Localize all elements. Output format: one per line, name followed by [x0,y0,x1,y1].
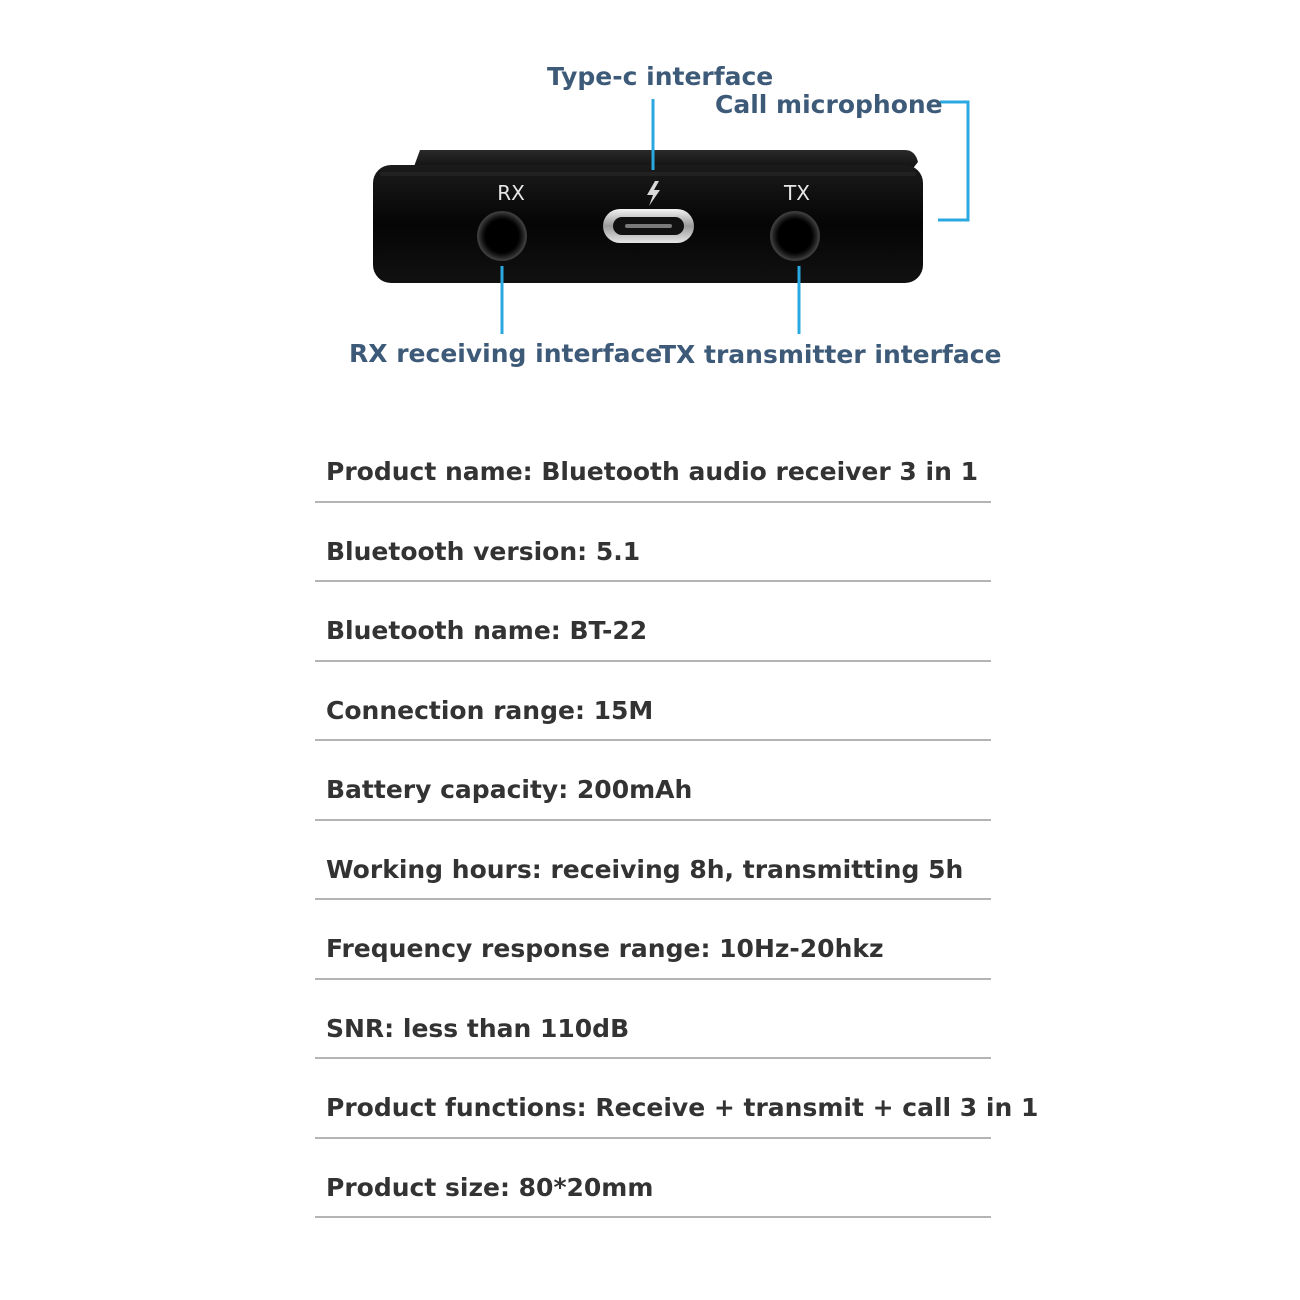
spec-row [315,423,991,503]
spec-frequency-response: Frequency response range: 10Hz-20hkz [326,934,884,963]
spec-row [315,821,991,901]
spec-product-size: Product size: 80*20mm [326,1172,654,1202]
type-c-callout: Type-c interface [547,62,774,91]
spec-row [315,980,991,1060]
rx-interface-callout: RX receiving interface [349,339,663,368]
spec-product-functions: Product functions: Receive + transmit + call 3 in 1 [326,1093,1039,1122]
spec-row [315,900,991,980]
spec-bluetooth-name: Bluetooth name: BT-22 [326,616,648,645]
tx-interface-callout: TX transmitter interface [659,340,1002,369]
spec-row [315,582,991,662]
call-microphone-callout: Call microphone [715,90,943,119]
spec-working-hours: Working hours: receiving 8h, transmitting 5h [326,854,964,884]
spec-row [315,1139,991,1219]
spec-connection-range: Connection range: 15M [326,695,654,725]
spec-snr: SNR: less than 110dB [326,1013,630,1043]
spec-product-name: Product name: Bluetooth audio receiver 3 in 1 [326,457,978,486]
product-diagram [0,0,1300,400]
spec-list [315,423,1039,1218]
spec-row [315,662,991,742]
microphone-leader-line [938,102,968,220]
spec-bluetooth-version: Bluetooth version: 5.1 [326,536,641,566]
spec-row [315,1059,1039,1139]
spec-battery-capacity: Battery capacity: 200mAh [326,775,693,804]
spec-row [315,503,991,583]
tx-label: TX [784,181,810,205]
rx-label: RX [497,181,525,205]
spec-row [315,741,991,821]
